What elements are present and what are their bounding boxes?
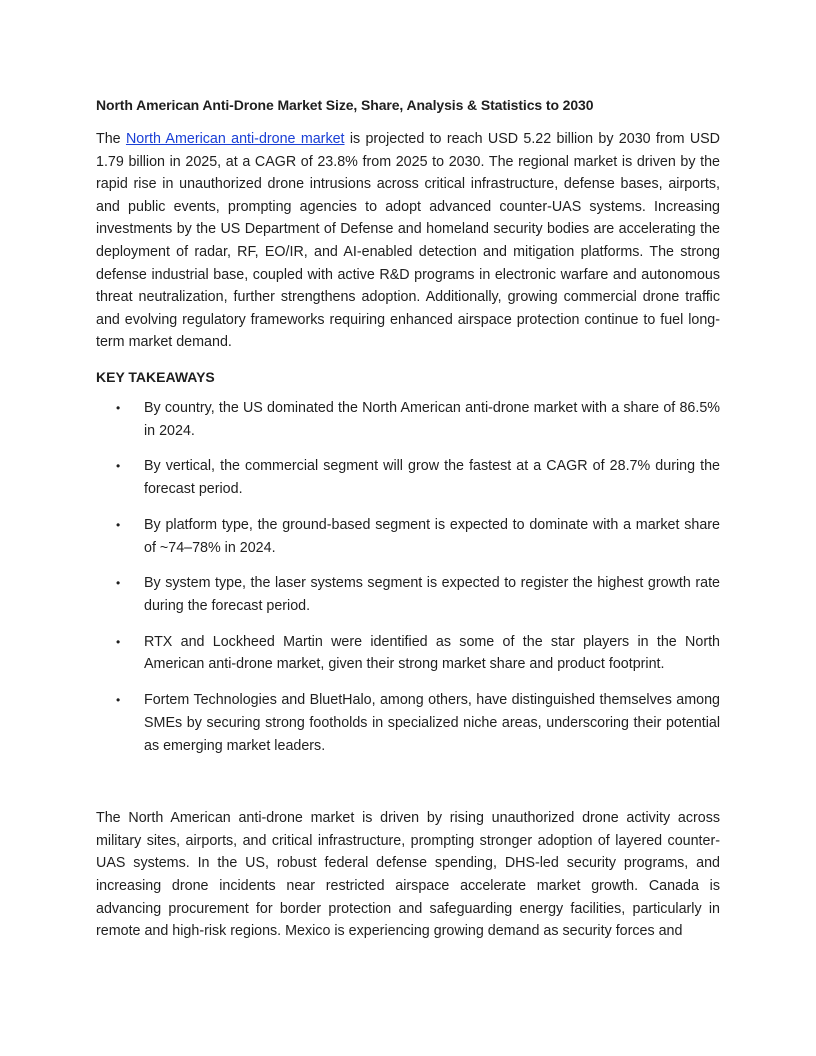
document-page <box>96 96 720 943</box>
takeaways-list <box>96 397 720 757</box>
list-item-text: RTX and Lockheed Martin were identified as some of the star players in the North American anti-drone market, given their strong market share and product footprint. <box>144 633 720 673</box>
intro-paragraph <box>96 128 720 354</box>
list-item <box>96 631 720 676</box>
intro-body: is projected to reach USD 5.22 billion by 2030 from USD 1.79 billion in 2025, at a CAGR of 23.8% from 2025 to 2030. The regional market is driven by the rapid rise in unauthorized drone intrusions across critical infrastructure, defense bases, airports, and public events, prompting agencies to adopt advanced counter-UAS systems. Increasing investments by the US Department of Defense and homeland security bodies are accelerating the deployment of radar, RF, EO/IR, and AI-enabled detection and mitigation platforms. The strong defense industrial base, coupled with active R&D programs in electronic warfare and autonomous threat neutralization, further strengthens adoption. Additionally, growing commercial drone traffic and evolving regulatory frameworks requiring enhanced airspace protection continue to fuel long-term market demand. <box>96 131 721 351</box>
bullet-icon: • <box>116 400 121 415</box>
list-item-text: By vertical, the commercial segment will grow the fastest at a CAGR of 28.7% during the forecast period. <box>144 458 720 498</box>
bullet-icon: • <box>116 576 121 591</box>
bullet-icon: • <box>116 693 121 708</box>
list-item <box>96 514 720 559</box>
bullet-icon: • <box>116 634 121 649</box>
bullet-icon: • <box>116 517 121 532</box>
intro-lead: The <box>96 131 126 147</box>
list-item-text: By country, the US dominated the North American anti-drone market with a share of 86.5% in 2024. <box>144 399 720 439</box>
closing-paragraph: The North American anti-drone market is driven by rising unauthorized drone activity across military sites, airports, and critical infrastructure, prompting stronger adoption of layered counter-UAS systems. In the US, robust federal defense spending, DHS-led security programs, and increasing drone incidents near restricted airspace accelerate market growth. Canada is advancing procurement for border protection and safeguarding energy facilities, particularly in remote and high-risk regions. Mexico is experiencing growing demand as security forces and <box>96 810 720 940</box>
list-item-text: By system type, the laser systems segment is expected to register the highest growth rate during the forecast period. <box>144 575 720 614</box>
document-title: North American Anti-Drone Market Size, Share, Analysis & Statistics to 2030 <box>96 97 594 113</box>
list-item <box>96 572 720 617</box>
list-item <box>96 689 720 757</box>
market-link[interactable]: North American anti-drone market <box>125 131 345 147</box>
list-item <box>96 455 720 500</box>
key-takeaways-heading: KEY TAKEAWAYS <box>96 368 215 385</box>
bullet-icon: • <box>116 459 121 474</box>
list-item <box>96 397 720 442</box>
list-item-text: Fortem Technologies and BluetHalo, among others, have distinguished themselves among SMEs by securing strong footholds in specialized niche areas, underscoring their potential as emerging market leaders. <box>144 692 720 754</box>
list-item-text: By platform type, the ground-based segment is expected to dominate with a market share of ~74–78% in 2024. <box>144 516 720 556</box>
